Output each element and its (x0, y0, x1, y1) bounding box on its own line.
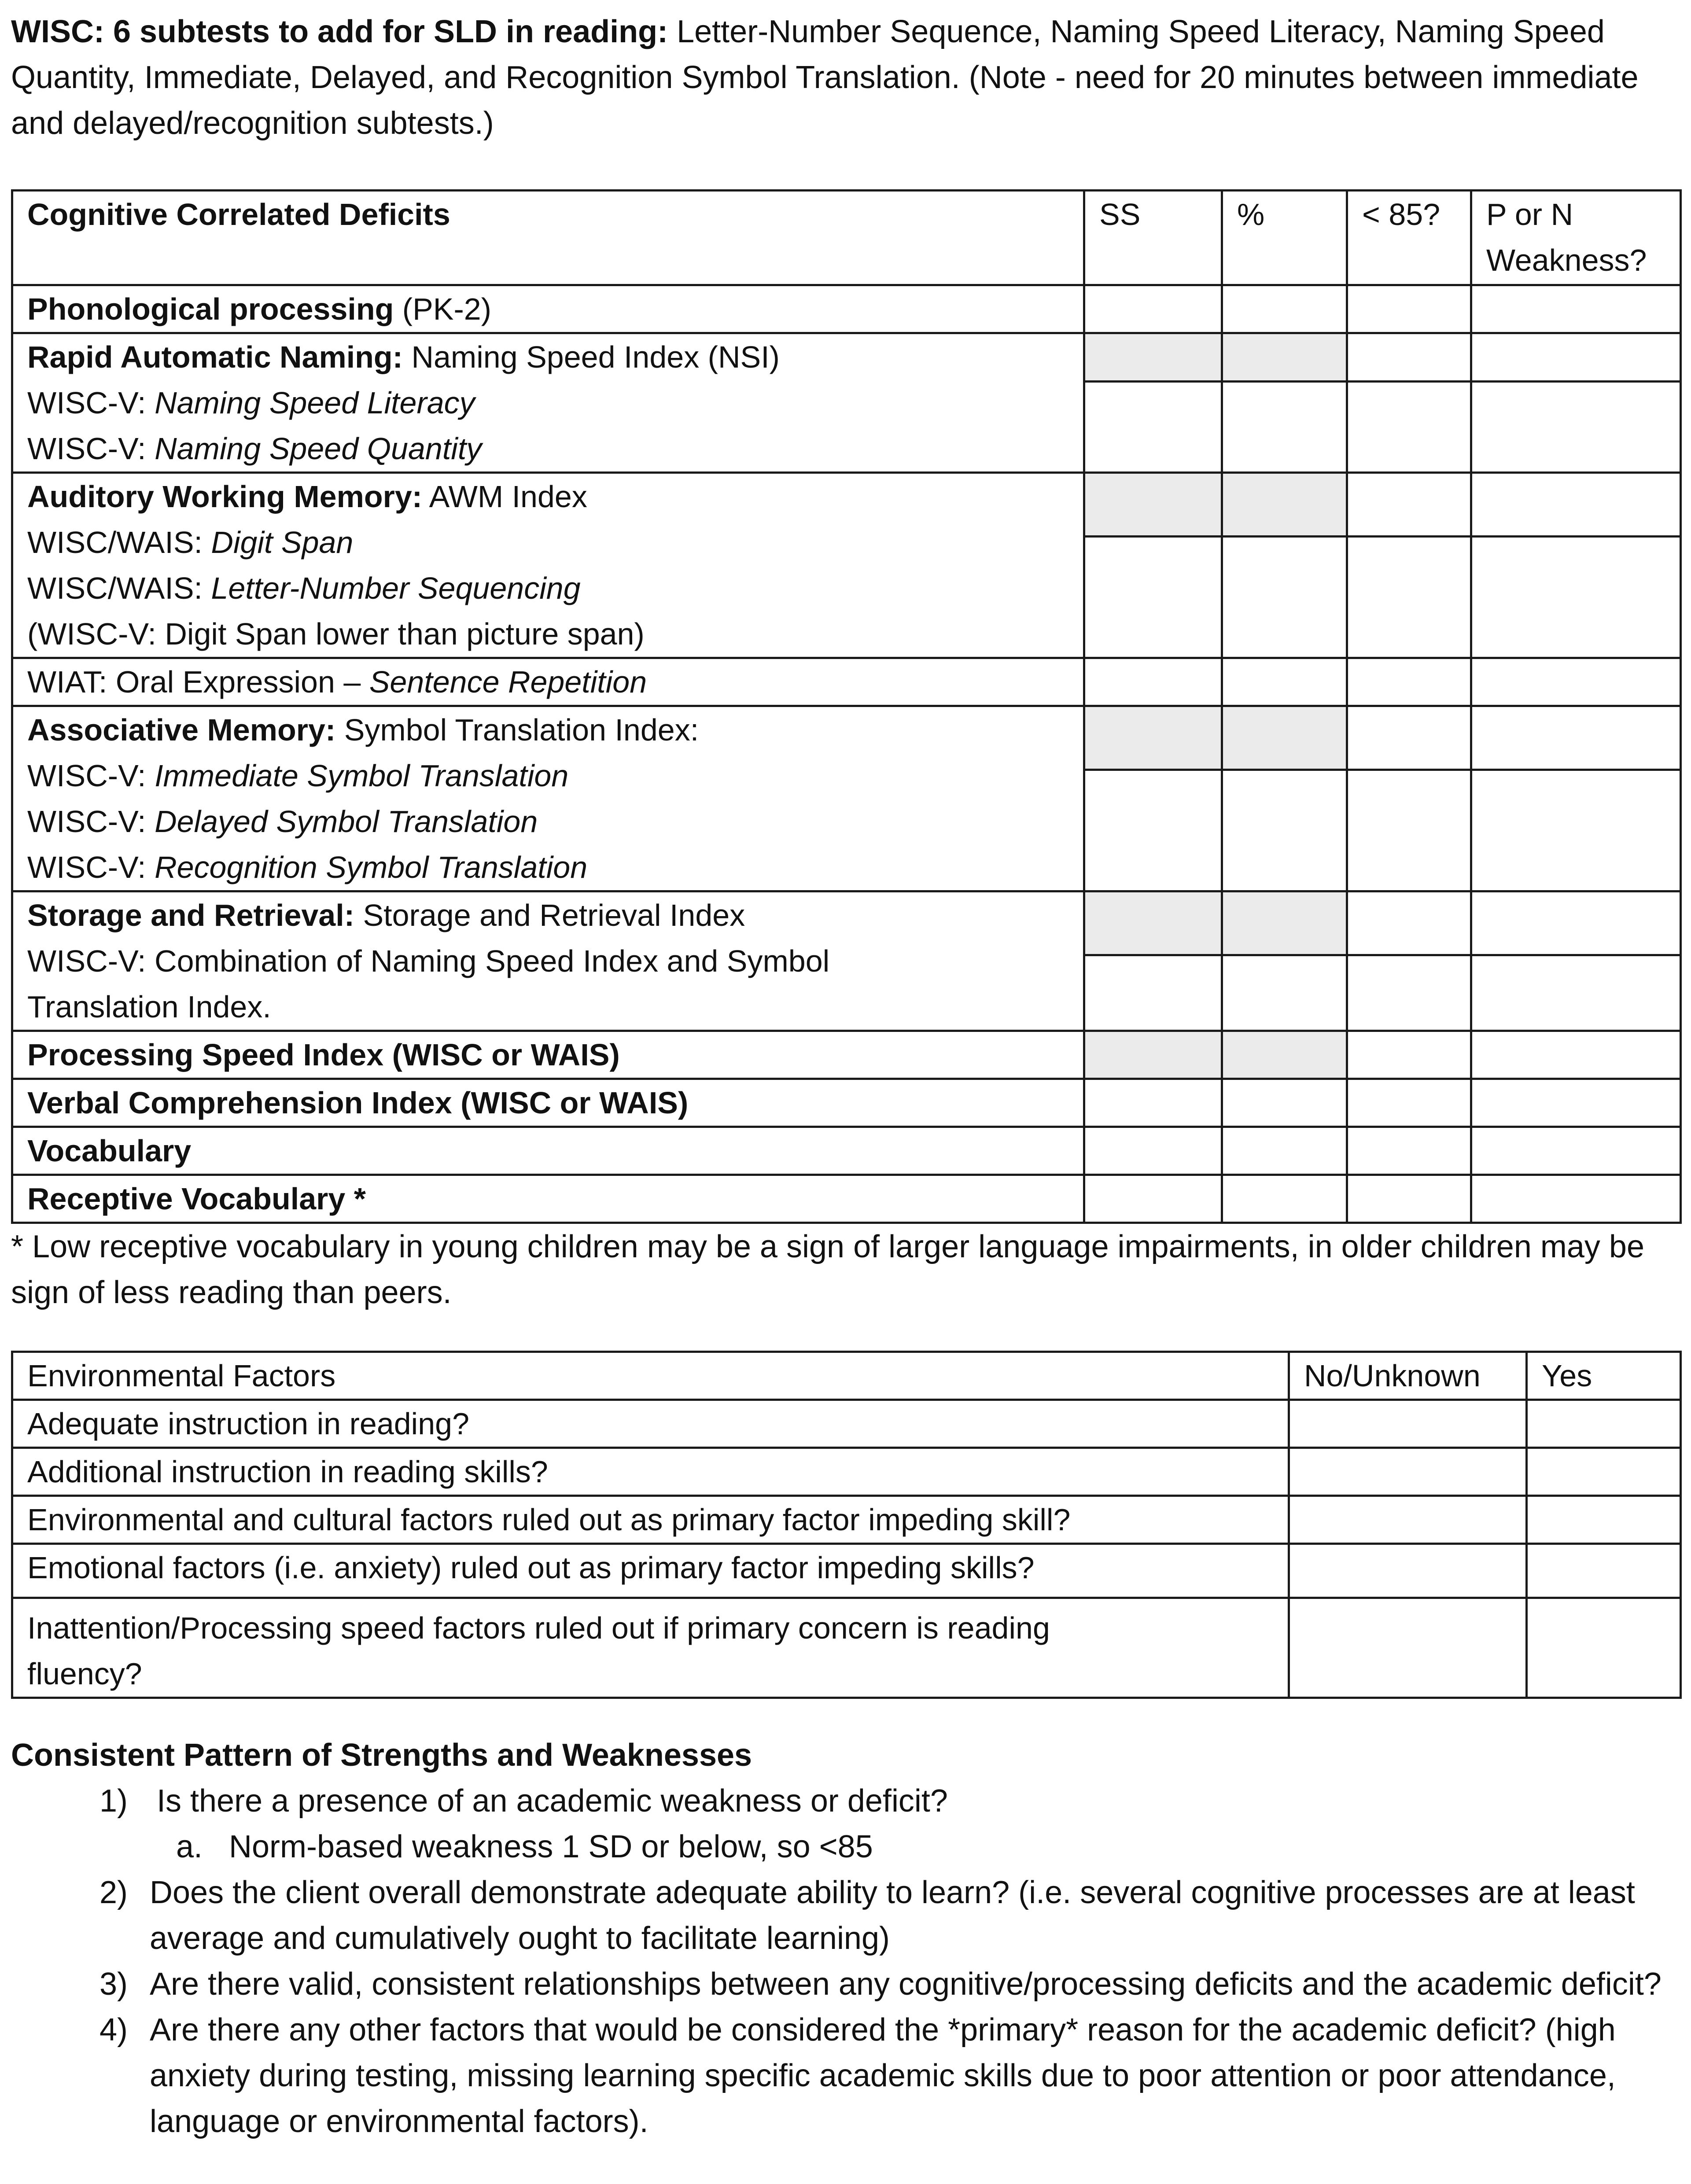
no-unknown-cell[interactable] (1289, 1400, 1527, 1448)
receptive-vocabulary-footnote: * Low receptive vocabulary in young children may be a sign of larger language impairments, in older children may be sign of less reading than peers. (11, 1229, 1645, 1310)
list-item: 4) Are there any other factors that would be considered the *primary* reason for the academic deficit? (high anxiety during testing, missing learning specific academic skills due to poor attention or poor attendance, language or environmental factors). (99, 2012, 1616, 2139)
yes-cell[interactable] (1527, 1496, 1681, 1544)
table-row (12, 706, 1681, 770)
header-ss: SS (1084, 191, 1222, 285)
list-item: 2) Does the client overall demonstrate adequate ability to learn? (i.e. several cognitive processes are at least average and cumulatively ought to facilitate learning) (99, 1875, 1635, 1956)
percent-cell[interactable] (1222, 1175, 1347, 1223)
row-rapid-automatic-naming: Rapid Automatic Naming: Naming Speed Index (NSI) WISC-V: Naming Speed Literacy WISC-V: Naming Speed Quantity (12, 333, 1084, 473)
ss-cell[interactable] (1084, 537, 1222, 658)
header-yes: Yes (1527, 1352, 1681, 1400)
env-question: Adequate instruction in reading? (12, 1400, 1289, 1448)
ss-cell-shaded (1084, 1031, 1222, 1079)
list-subitem: a. Norm-based weakness 1 SD or below, so <85 (176, 1829, 873, 1864)
list-item: 3) Are there valid, consistent relationships between any cognitive/processing deficits and the academic deficit? (99, 1967, 1662, 2002)
table-row (12, 891, 1681, 955)
percent-cell[interactable] (1222, 1079, 1347, 1127)
table-row (12, 1400, 1681, 1448)
section-title: Consistent Pattern of Strengths and Weaknesses (11, 1738, 752, 1773)
table-row (12, 1175, 1681, 1223)
header-percent: % (1222, 191, 1347, 285)
no-unknown-cell[interactable] (1289, 1448, 1527, 1496)
environmental-header-row (12, 1352, 1681, 1400)
weakness-cell[interactable] (1471, 955, 1681, 1031)
below-85-cell[interactable] (1347, 706, 1471, 770)
percent-cell[interactable] (1222, 770, 1347, 891)
weakness-cell[interactable] (1471, 1127, 1681, 1175)
header-below-85: < 85? (1347, 191, 1471, 285)
weakness-cell[interactable] (1471, 382, 1681, 473)
ss-cell-shaded (1084, 706, 1222, 770)
percent-cell-shaded (1222, 1031, 1347, 1079)
weakness-cell[interactable] (1471, 537, 1681, 658)
below-85-cell[interactable] (1347, 333, 1471, 382)
below-85-cell[interactable] (1347, 285, 1471, 333)
percent-cell-shaded (1222, 706, 1347, 770)
row-processing-speed: Processing Speed Index (WISC or WAIS) (12, 1031, 1084, 1079)
table-row (12, 1448, 1681, 1496)
row-wiat-oral-expression: WIAT: Oral Expression – Sentence Repetition (12, 658, 1084, 706)
percent-cell-shaded (1222, 891, 1347, 955)
below-85-cell[interactable] (1347, 1031, 1471, 1079)
ss-cell-shaded (1084, 333, 1222, 382)
document-page (11, 9, 1680, 2139)
ss-cell[interactable] (1084, 382, 1222, 473)
weakness-cell[interactable] (1471, 285, 1681, 333)
percent-cell[interactable] (1222, 382, 1347, 473)
table-row (12, 1496, 1681, 1544)
weakness-cell[interactable] (1471, 770, 1681, 891)
below-85-cell[interactable] (1347, 891, 1471, 955)
weakness-cell[interactable] (1471, 891, 1681, 955)
header-cognitive-deficits: Cognitive Correlated Deficits (12, 191, 1084, 285)
below-85-cell[interactable] (1347, 537, 1471, 658)
consistent-pattern-section (11, 1732, 1680, 2144)
ss-cell[interactable] (1084, 770, 1222, 891)
below-85-cell[interactable] (1347, 1079, 1471, 1127)
header-environmental-factors: Environmental Factors (12, 1352, 1289, 1400)
row-vocabulary: Vocabulary (12, 1127, 1084, 1175)
table-row (12, 1127, 1681, 1175)
ss-cell-shaded (1084, 473, 1222, 537)
weakness-cell[interactable] (1471, 706, 1681, 770)
below-85-cell[interactable] (1347, 1127, 1471, 1175)
env-question: Emotional factors (i.e. anxiety) ruled out as primary factor impeding skills? (12, 1544, 1289, 1598)
below-85-cell[interactable] (1347, 473, 1471, 537)
list-item: 1) Is there a presence of an academic weakness or deficit? (99, 1783, 948, 1819)
table-row (12, 1544, 1681, 1598)
below-85-cell[interactable] (1347, 1175, 1471, 1223)
intro-body: Letter-Number Sequence, Naming Speed Literacy, Naming Speed Quantity, Immediate, Delayed, and Recognition Symbol Translation. (Note - need for 20 minutes between immediate and delayed/recognition subtests.) (11, 14, 1639, 141)
cognitive-deficits-table (11, 189, 1682, 1224)
row-phonological: Phonological processing (PK-2) (12, 285, 1084, 333)
ss-cell[interactable] (1084, 955, 1222, 1031)
percent-cell-shaded (1222, 333, 1347, 382)
percent-cell-shaded (1222, 473, 1347, 537)
ss-cell[interactable] (1084, 285, 1222, 333)
table-row (12, 1598, 1681, 1698)
env-question: Environmental and cultural factors ruled out as primary factor impeding skill? (12, 1496, 1289, 1544)
table-row (12, 1031, 1681, 1079)
weakness-cell[interactable] (1471, 473, 1681, 537)
weakness-cell[interactable] (1471, 1175, 1681, 1223)
row-storage-and-retrieval: Storage and Retrieval: Storage and Retrieval Index WISC-V: Combination of Naming Speed Index and Symbol Translation Index. (12, 891, 1084, 1031)
table-row (12, 333, 1681, 382)
below-85-cell[interactable] (1347, 382, 1471, 473)
percent-cell[interactable] (1222, 285, 1347, 333)
ss-cell[interactable] (1084, 1175, 1222, 1223)
weakness-cell[interactable] (1471, 1031, 1681, 1079)
yes-cell[interactable] (1527, 1544, 1681, 1598)
percent-cell[interactable] (1222, 1127, 1347, 1175)
below-85-cell[interactable] (1347, 955, 1471, 1031)
cognitive-header-row (12, 191, 1681, 285)
weakness-cell[interactable] (1471, 1079, 1681, 1127)
environmental-factors-table (11, 1351, 1682, 1699)
row-auditory-working-memory: Auditory Working Memory: AWM Index WISC/WAIS: Digit Span WISC/WAIS: Letter-Number Sequencing (WISC-V: Digit Span lower than picture span) (12, 473, 1084, 658)
yes-cell[interactable] (1527, 1598, 1681, 1698)
ss-cell[interactable] (1084, 1079, 1222, 1127)
below-85-cell[interactable] (1347, 770, 1471, 891)
table-row (12, 285, 1681, 333)
intro-paragraph (11, 9, 1680, 146)
table-row (12, 473, 1681, 537)
row-verbal-comprehension: Verbal Comprehension Index (WISC or WAIS) (12, 1079, 1084, 1127)
below-85-cell[interactable] (1347, 658, 1471, 706)
ss-cell[interactable] (1084, 1127, 1222, 1175)
table-row (12, 1079, 1681, 1127)
no-unknown-cell[interactable] (1289, 1496, 1527, 1544)
row-associative-memory: Associative Memory: Symbol Translation Index: WISC-V: Immediate Symbol Translation WISC-V: Delayed Symbol Translation WISC-V: Recognition Symbol Translation (12, 706, 1084, 891)
percent-cell[interactable] (1222, 537, 1347, 658)
env-question: Inattention/Processing speed factors ruled out if primary concern is reading fluency? (12, 1598, 1289, 1698)
header-no-unknown: No/Unknown (1289, 1352, 1527, 1400)
intro-lead: WISC: 6 subtests to add for SLD in reading: (11, 14, 668, 49)
weakness-cell[interactable] (1471, 333, 1681, 382)
env-question: Additional instruction in reading skills? (12, 1448, 1289, 1496)
yes-cell[interactable] (1527, 1448, 1681, 1496)
header-p-or-n-weakness: P or N Weakness? (1471, 191, 1681, 285)
percent-cell[interactable] (1222, 955, 1347, 1031)
weakness-cell[interactable] (1471, 658, 1681, 706)
table-row (12, 658, 1681, 706)
no-unknown-cell[interactable] (1289, 1598, 1527, 1698)
no-unknown-cell[interactable] (1289, 1544, 1527, 1598)
yes-cell[interactable] (1527, 1400, 1681, 1448)
ss-cell-shaded (1084, 891, 1222, 955)
row-receptive-vocabulary: Receptive Vocabulary * (12, 1175, 1084, 1223)
percent-cell[interactable] (1222, 658, 1347, 706)
ss-cell[interactable] (1084, 658, 1222, 706)
